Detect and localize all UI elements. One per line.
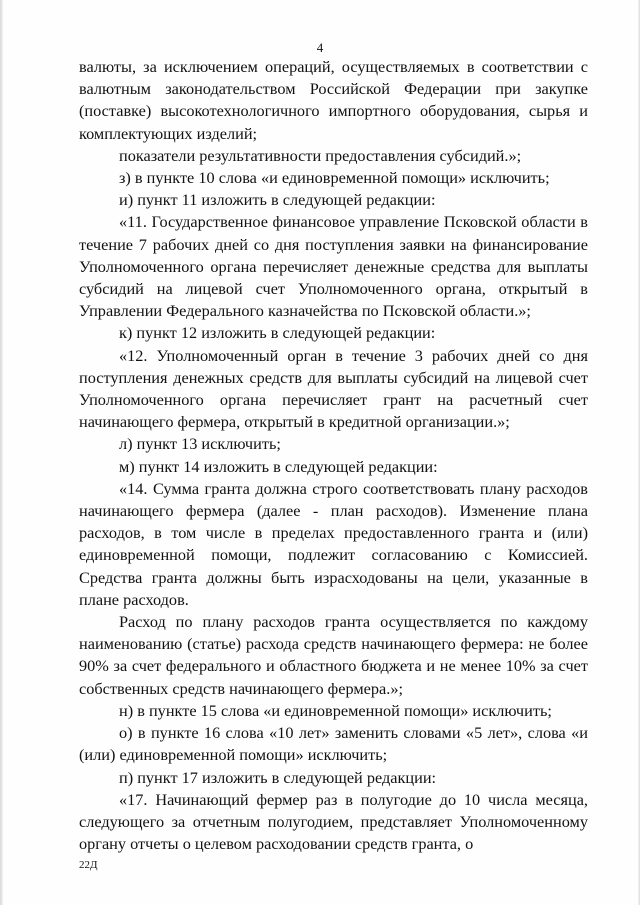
paragraph: к) пункт 12 изложить в следующей редакции: — [119, 323, 436, 343]
scan-edge-left — [0, 0, 3, 905]
paragraph: «11. Государственное финансовое управление Псковской области в течение 7 рабочих дней со дня поступления заявки на финансирование Уполномоченного органа перечисляет денежные средства для выплаты субсидий на лицевой счет Уполномоченного органа, открытый в Управлении Федерального казначейства по Псковской области.»; — [79, 212, 588, 321]
paragraph: м) пункт 14 изложить в следующей редакции: — [119, 456, 438, 476]
paragraph: о) в пункте 16 слова «10 лет» заменить словами «5 лет», слова «и (или) единовременной помощи» исключить; — [79, 723, 588, 765]
paragraph: «12. Уполномоченный орган в течение 3 рабочих дней со дня поступления денежных средств для выплаты субсидий на лицевой счет Уполномоченного органа перечисляет грант на расчетный счет начинающего фермера, открытый в кредитной организации.»; — [79, 345, 588, 432]
document-body — [79, 56, 588, 855]
paragraph: показатели результативности предоставления субсидий.»; — [119, 145, 522, 165]
paragraph: Расход по плану расходов гранта осуществляется по каждому наименованию (статье) расхода средств начинающего фермера: не более 90% за счет федерального и областного бюджета и не менее 10% за счет собственных средств начинающего фермера.»; — [79, 612, 588, 698]
page-number: 4 — [316, 40, 324, 55]
paragraph: «14. Сумма гранта должна строго соответствовать плану расходов начинающего фермера (далее - план расходов). Изменение плана расходов, в том числе в пределах предоставленного гранта и (или) единовременной помощи, подлежит согласованию с Комиссией. Средства гранта должны быть израсходованы на цели, указанные в плане расходов. — [79, 478, 588, 609]
paragraph: н) в пункте 15 слова «и единовременной помощи» исключить; — [119, 700, 552, 720]
paragraph: «17. Начинающий фермер раз в полугодие до 10 числа месяца, следующего за отчетным полугодием, представляет Уполномоченному органу отчеты о целевом расходовании средств гранта, о — [79, 789, 588, 854]
paragraph: з) в пункте 10 слова «и единовременной помощи» исключить; — [119, 168, 550, 188]
paragraph: валюты, за исключением операций, осуществляемых в соответствии с валютным законодательством Российской Федерации при закупке (поставке) высокотехнологичного импортного оборудования, сырья и комплектующих изделий; — [79, 57, 588, 143]
footer-code: 22Д — [79, 859, 98, 871]
paragraph: и) пункт 11 изложить в следующей редакции: — [119, 190, 436, 210]
paragraph: л) пункт 13 исключить; — [119, 434, 281, 454]
paragraph: п) пункт 17 изложить в следующей редакции: — [119, 767, 437, 787]
